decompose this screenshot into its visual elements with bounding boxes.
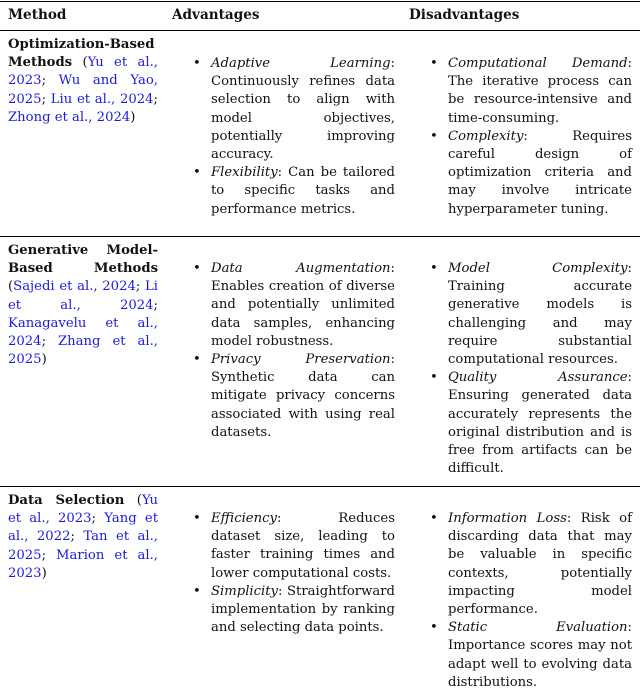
list-item: • Data Augmentation: Enables creation of diverse and potentially unlimited data samples, enhancing model robustness. [193, 261, 395, 349]
row-1-disadvantages [430, 55, 632, 219]
bullet-icon: • [193, 165, 201, 181]
citation-link[interactable]: Yang et al., 2022 [8, 511, 158, 545]
citation-link[interactable]: Zhang et al., 2025 [8, 334, 158, 368]
bullet-icon: • [193, 511, 201, 526]
bullet-icon: • [430, 128, 438, 144]
bullet-icon: • [430, 370, 438, 386]
row-rule [0, 486, 640, 487]
bullet-icon: • [430, 620, 438, 636]
citation-link[interactable]: Wu and Yao, 2025 [8, 73, 158, 107]
header-method: Method [8, 7, 67, 23]
list-item: • Simplicity: Straightforward implementation by ranking and selecting data points. [193, 583, 395, 636]
list-item: • Static Evaluation: Importance scores may not adapt well to evolving data distributions. [430, 620, 632, 690]
bullet-icon: • [193, 352, 201, 368]
row-3-advantages [193, 510, 395, 637]
bullet-icon: • [430, 56, 438, 71]
header-disadvantages: Disadvantages [409, 7, 520, 23]
list-item: • Information Loss: Risk of discarding data that may be valuable in specific contexts, potentially impacting model performance. [430, 511, 632, 618]
list-item: • Adaptive Learning: Continuously refines data selection to align with model objectives, potentially improving accuracy. [193, 56, 395, 163]
header-advantages: Advantages [172, 7, 260, 23]
citation-link[interactable]: Tan et al., 2025 [8, 529, 158, 563]
bullet-icon: • [193, 583, 201, 599]
list-item: • Flexibility: Can be tailored to specific tasks and performance metrics. [193, 165, 395, 217]
row-3-method: Data Selection (Yu et al., 2023; Yang et al., 2022; Tan et al., 2025; Marion et al., 2023) [8, 493, 158, 581]
row-2-disadvantages [430, 260, 632, 478]
list-item: • Computational Demand: The iterative process can be resource-intensive and time-consuming. [430, 56, 632, 126]
citation-link[interactable]: Marion et al., 2023 [8, 547, 158, 581]
bullet-icon: • [430, 261, 438, 276]
list-item: • Complexity: Requires careful design of optimization criteria and may involve intricate hyperparameter tuning. [430, 128, 632, 217]
citation-link[interactable]: Zhong et al., 2024 [8, 109, 131, 125]
row-rule [0, 236, 640, 237]
citation-link[interactable]: Yu et al., 2023 [8, 493, 158, 527]
row-3-disadvantages [430, 510, 632, 692]
citation-link[interactable]: Li et al., 2024 [8, 279, 158, 313]
method-name: Generative Model-Based Methods [8, 243, 158, 277]
list-item: • Quality Assurance: Ensuring generated data accurately represents the original distribution and is free from artifacts can be difficult. [430, 370, 632, 477]
top-rule [0, 1, 640, 2]
bullet-icon: • [193, 56, 201, 71]
row-1-advantages [193, 55, 395, 219]
method-name: Data Selection [8, 493, 125, 508]
bullet-icon: • [193, 261, 201, 276]
header-rule [0, 30, 640, 31]
citation-link[interactable]: Liu et al., 2024 [50, 91, 154, 107]
row-2-advantages [193, 260, 395, 442]
list-item: • Model Complexity: Training accurate generative models is challenging and may require substantial computational resources. [430, 261, 632, 368]
row-1-method: Optimization-Based Methods (Yu et al., 2023; Wu and Yao, 2025; Liu et al., 2024; Zhong et al., 2024) [8, 37, 158, 125]
method-name: Optimization-Based Methods [8, 37, 155, 71]
list-item: • Efficiency: Reduces dataset size, leading to faster training times and lower computational costs. [193, 511, 395, 581]
row-2-method: Generative Model-Based Methods (Sajedi et al., 2024; Li et al., 2024; Kanagavelu et al., 2024; Zhang et al., 2025) [8, 243, 158, 368]
citation-link[interactable]: Kanagavelu et al., 2024 [8, 315, 158, 350]
list-item: • Privacy Preservation: Synthetic data can mitigate privacy concerns associated with using real datasets. [193, 352, 395, 440]
bullet-icon: • [430, 511, 438, 526]
citation-link[interactable]: Sajedi et al., 2024 [13, 279, 136, 295]
citation-link[interactable]: Yu et al., 2023 [8, 55, 158, 89]
